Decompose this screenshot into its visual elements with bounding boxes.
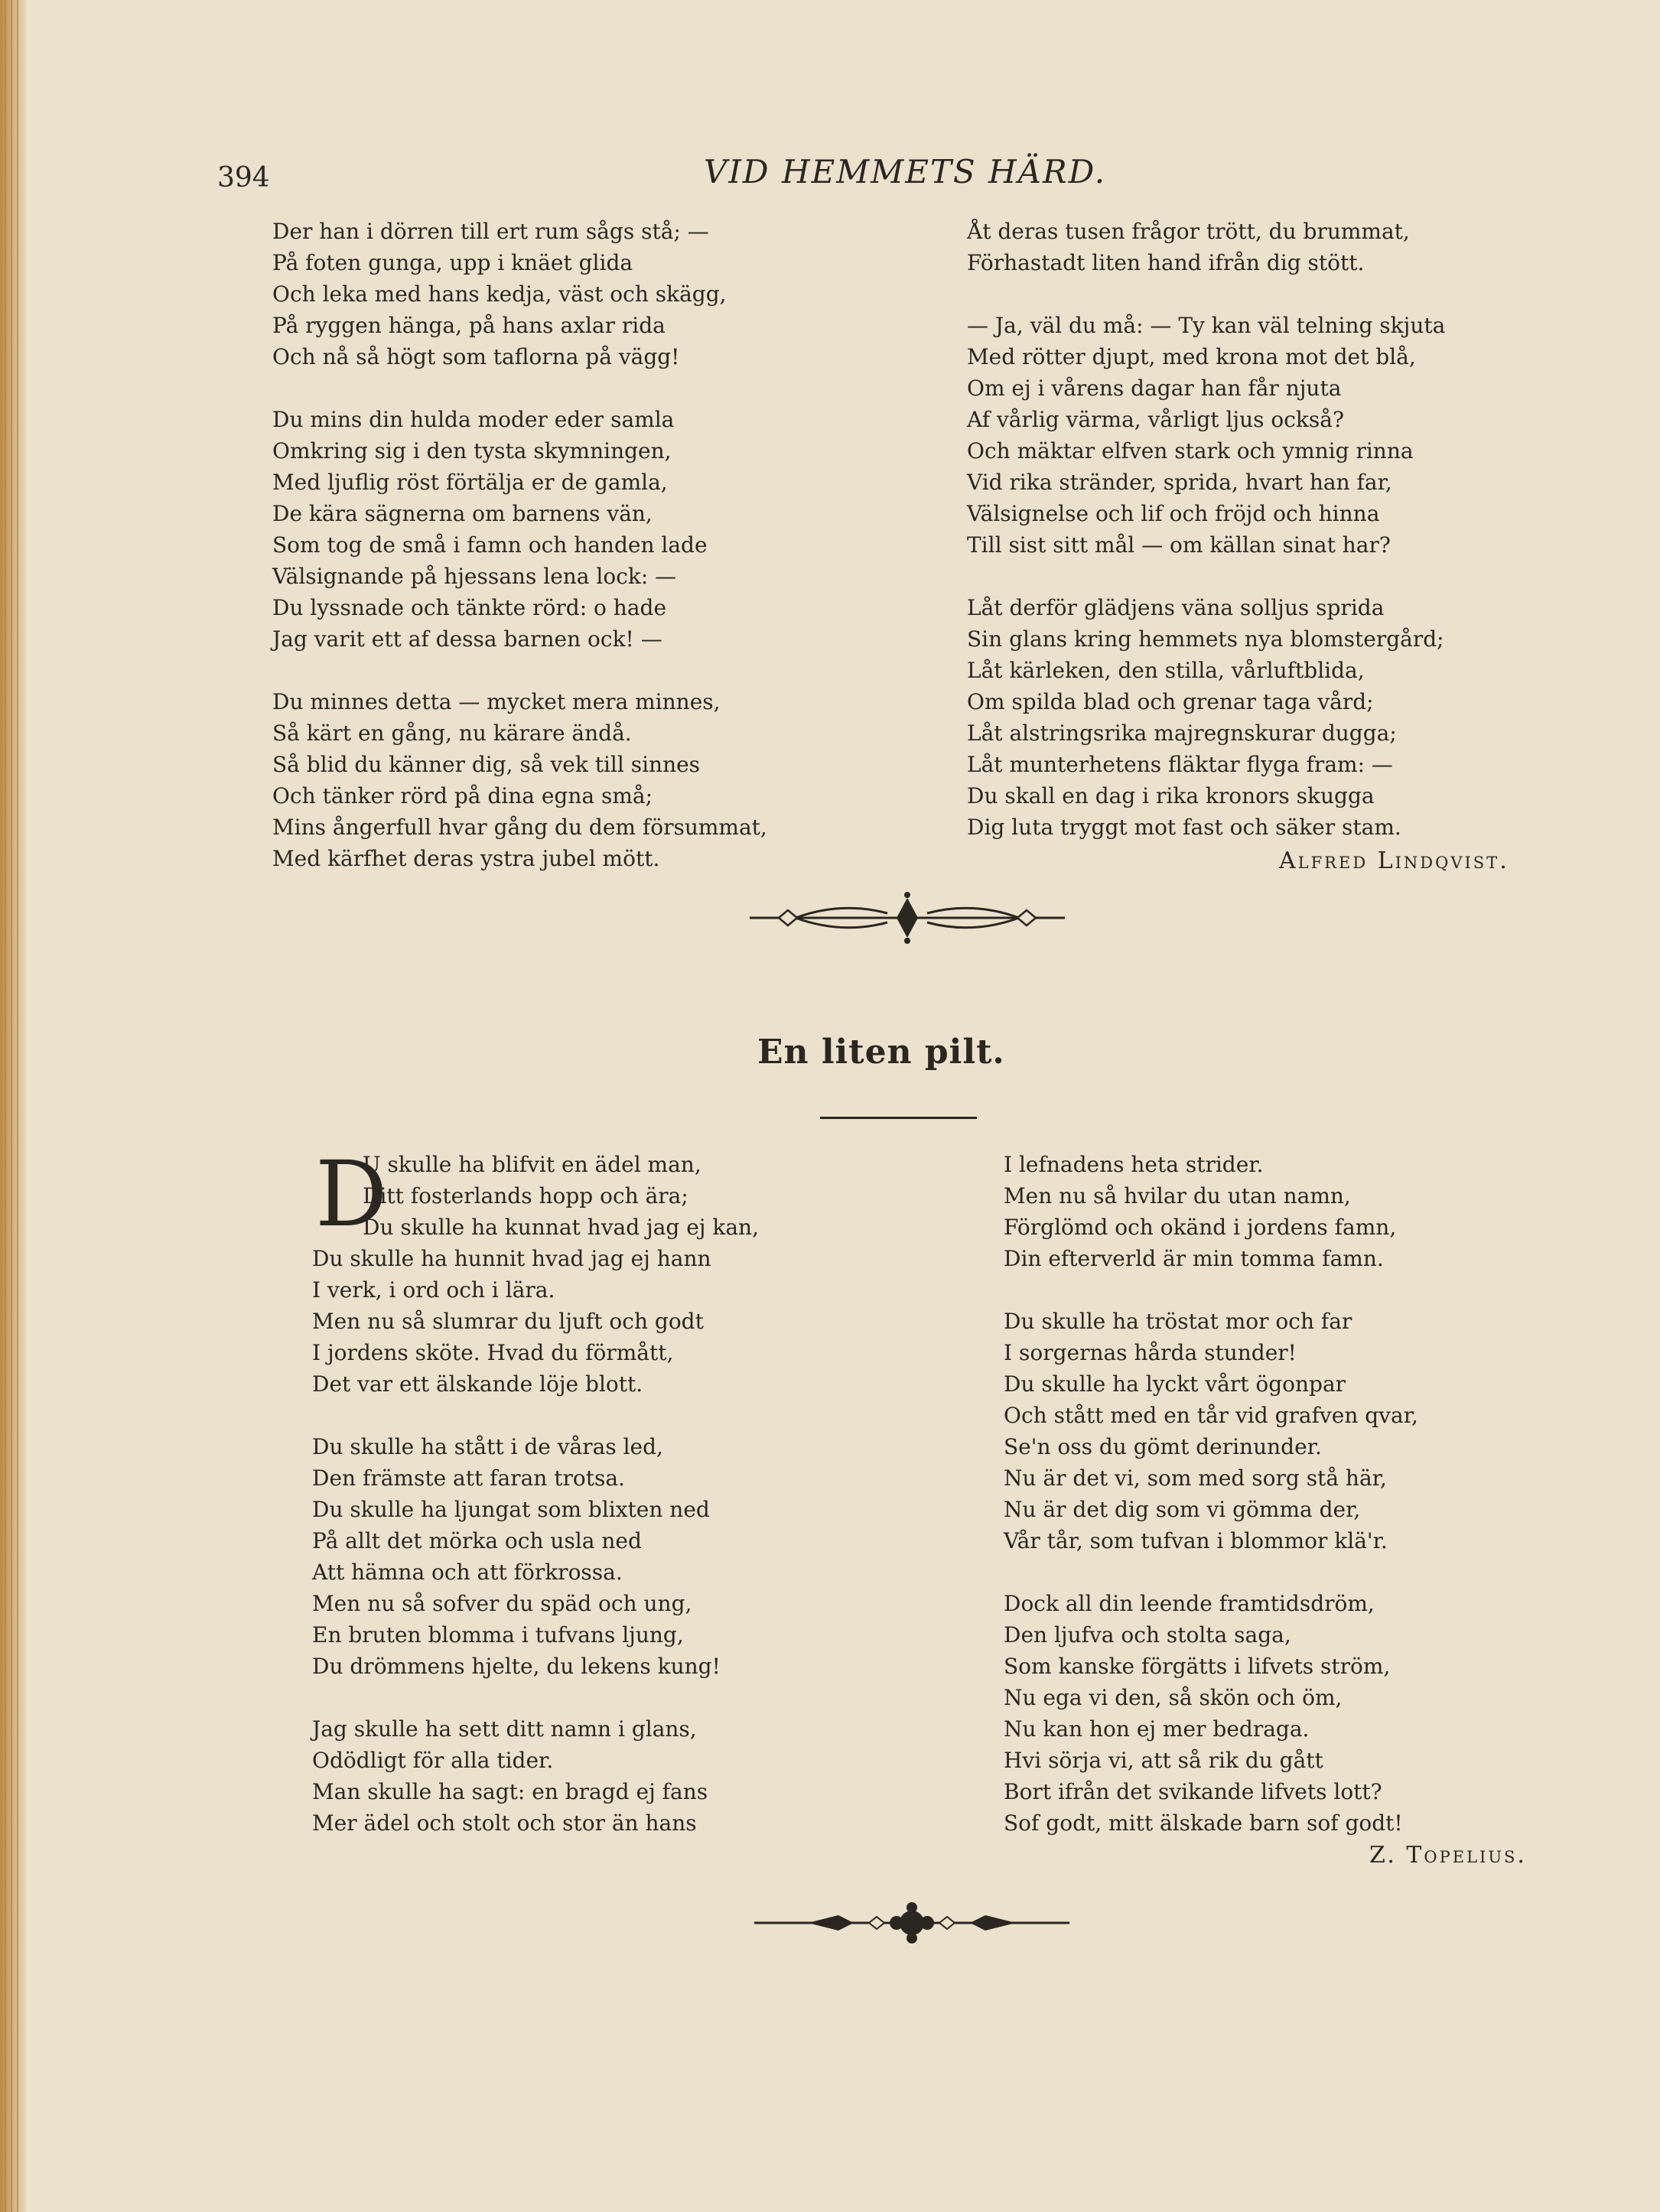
verse-line: På foten gunga, upp i knäet glida (272, 250, 633, 275)
verse-line: Din efterverld är min tomma famn. (1004, 1246, 1384, 1271)
verse-line: Med kärfhet deras ystra jubel mött. (272, 846, 660, 871)
stanza (272, 686, 767, 874)
verse-line: På ryggen hänga, på hans axlar rida (272, 313, 666, 338)
verse-line: — Ja, väl du må: — Ty kan väl telning skjuta (967, 313, 1446, 338)
verse-line: Låt munterhetens fläktar flyga fram: — (967, 752, 1393, 777)
verse-line: Att hämna och att förkrossa. (312, 1560, 623, 1585)
verse-line: Den främste att faran trotsa. (312, 1465, 625, 1491)
poem2-dropcap-lines (363, 1149, 759, 1243)
verse-line: Du skulle ha tröstat mor och far (1004, 1309, 1352, 1334)
verse-line: Som tog de små i famn och handen lade (272, 532, 708, 558)
verse-line: Vid rika stränder, sprida, hvart han far, (967, 470, 1392, 495)
verse-line: Du drömmens hjelte, du lekens kung! (312, 1654, 721, 1679)
verse-line: Välsignelse och lif och fröjd och hinna (967, 501, 1380, 526)
verse-line: Af vårlig värma, vårligt ljus också? (967, 407, 1344, 432)
verse-line: Ditt fosterlands hopp och ära; (363, 1183, 688, 1208)
title-rule (820, 1117, 977, 1119)
verse-line: Jag varit ett af dessa barnen ock! — (272, 626, 662, 652)
verse-line: Förglömd och okänd i jordens famn, (1004, 1215, 1397, 1240)
verse-line: Du skulle ha lyckt vårt ögonpar (1004, 1371, 1346, 1397)
verse-line: Dock all din leende framtidsdröm, (1004, 1591, 1375, 1616)
verse-line: Se'n oss du gömt derinunder. (1004, 1434, 1322, 1459)
stanza (272, 404, 767, 655)
verse-line: Och tänker rörd på dina egna små; (272, 783, 653, 808)
verse-line: Det var ett älskande löje blott. (312, 1371, 643, 1397)
verse-line: Dig luta tryggt mot fast och säker stam. (967, 815, 1401, 840)
verse-line: Men nu så hvilar du utan namn, (1004, 1183, 1351, 1208)
verse-line: Du skulle ha ljungat som blixten ned (312, 1497, 710, 1522)
poem2-title: En liten pilt. (757, 1033, 1005, 1072)
poem1-signature: Alfred Lindqvist. (1279, 847, 1509, 874)
verse-line: Nu är det vi, som med sorg stå här, (1004, 1465, 1387, 1491)
verse-line: Hvi sörja vi, att så rik du gått (1004, 1748, 1323, 1773)
verse-line: Mins ångerfull hvar gång du dem försummat, (272, 815, 767, 840)
verse-line: Nu ega vi den, så skön och öm, (1004, 1685, 1343, 1710)
verse-line: Omkring sig i den tysta skymningen, (272, 438, 672, 464)
verse-line: Du skall en dag i rika kronors skugga (967, 783, 1375, 808)
verse-line: Som kanske förgätts i lifvets ström, (1004, 1654, 1391, 1679)
verse-line: Men nu så slumrar du ljuft och godt (312, 1309, 704, 1334)
verse-line: Och nå så högt som taflorna på vägg! (272, 344, 680, 369)
verse-line: Så kärt en gång, nu kärare ändå. (272, 721, 632, 746)
verse-line: I lefnadens heta strider. (1004, 1152, 1264, 1177)
verse-line: Till sist sitt mål — om källan sinat har? (967, 532, 1391, 558)
verse-line: Och mäktar elfven stark och ymnig rinna (967, 438, 1414, 464)
verse-line: Du mins din hulda moder eder samla (272, 407, 675, 432)
verse-line: Åt deras tusen frågor trött, du brummat, (967, 219, 1410, 244)
poem2-signature: Z. Topelius. (1369, 1842, 1527, 1869)
poem1-right-column (967, 216, 1445, 874)
verse-line: Nu kan hon ej mer bedraga. (1004, 1716, 1310, 1742)
verse-line: Du lyssnade och tänkte rörd: o hade (272, 595, 667, 620)
verse-line: Mer ädel och stolt och stor än hans (312, 1810, 697, 1836)
verse-line: Låt alstringsrika majregnskurar dugga; (967, 721, 1397, 746)
verse-line: Der han i dörren till ert rum sågs stå; — (272, 219, 709, 244)
verse-line: Sin glans kring hemmets nya blomstergård; (967, 626, 1444, 652)
verse-line: Låt derför glädjens väna solljus sprida (967, 595, 1385, 620)
poem2-right-column (1004, 1149, 1418, 1870)
verse-line: Jag skulle ha sett ditt namn i glans, (312, 1716, 697, 1742)
verse-line: Sof godt, mitt älskade barn sof godt! (1004, 1810, 1403, 1836)
stanza (272, 216, 767, 372)
verse-line: Välsignande på hjessans lena lock: — (272, 564, 677, 589)
verse-line: Med ljuflig röst förtälja er de gamla, (272, 470, 668, 495)
page-number: 394 (217, 162, 270, 194)
verse-line: Om spilda blad och grenar taga vård; (967, 689, 1374, 714)
drop-cap: D (315, 1141, 388, 1247)
verse-line: En bruten blomma i tufvans ljung, (312, 1622, 684, 1648)
stanza (312, 1431, 721, 1682)
verse-line: Och stått med en tår vid grafven qvar, (1004, 1403, 1418, 1428)
verse-line: Så blid du känner dig, så vek till sinnes (272, 752, 701, 777)
verse-line: Den ljufva och stolta saga, (1004, 1622, 1291, 1648)
verse-line: Vår tår, som tufvan i blommor klä'r. (1004, 1528, 1388, 1553)
verse-line: Du skulle ha hunnit hvad jag ej hann (312, 1246, 711, 1271)
stanza (1004, 1306, 1418, 1557)
poem1-left-column (272, 216, 767, 906)
stanza (312, 1243, 721, 1400)
verse-line: De kära sägnerna om barnens vän, (272, 501, 653, 526)
verse-line: Med rötter djupt, med krona mot det blå, (967, 344, 1416, 369)
verse-line: I sorgernas hårda stunder! (1004, 1340, 1297, 1365)
stanza (312, 1713, 721, 1839)
verse-line: Om ej i vårens dagar han får njuta (967, 376, 1342, 401)
running-title: VID HEMMETS HÄRD. (704, 153, 1107, 190)
verse-line: Bort ifrån det svikande lifvets lott? (1004, 1779, 1382, 1804)
verse-line: Förhastadt liten hand ifrån dig stött. (967, 250, 1365, 275)
stanza (1004, 1149, 1418, 1274)
ornament-divider-icon (750, 887, 1065, 948)
verse-line: På allt det mörka och usla ned (312, 1528, 642, 1553)
book-spine-edge (0, 0, 26, 2212)
verse-line: Du skulle ha kunnat hvad jag ej kan, (363, 1215, 759, 1240)
poem2-left-column (312, 1243, 721, 1870)
verse-line: I verk, i ord och i lära. (312, 1277, 555, 1303)
verse-line: I jordens sköte. Hvad du förmått, (312, 1340, 674, 1365)
stanza (967, 310, 1445, 561)
verse-line: Låt kärleken, den stilla, vårluftblida, (967, 658, 1365, 683)
stanza (1004, 1588, 1418, 1839)
verse-line: Du minnes detta — mycket mera minnes, (272, 689, 721, 714)
verse-line: Men nu så sofver du späd och ung, (312, 1591, 692, 1616)
verse-line: Nu är det dig som vi gömma der, (1004, 1497, 1361, 1522)
stanza (967, 592, 1445, 843)
verse-line: U skulle ha blifvit en ädel man, (363, 1152, 701, 1177)
verse-line: Du skulle ha stått i de våras led, (312, 1434, 663, 1459)
verse-line: Odödligt för alla tider. (312, 1748, 554, 1773)
verse-line: Och leka med hans kedja, väst och skägg, (272, 281, 727, 307)
ornament-flourish-icon (754, 1900, 1069, 1946)
verse-line: Man skulle ha sagt: en bragd ej fans (312, 1779, 708, 1804)
stanza (967, 216, 1445, 278)
